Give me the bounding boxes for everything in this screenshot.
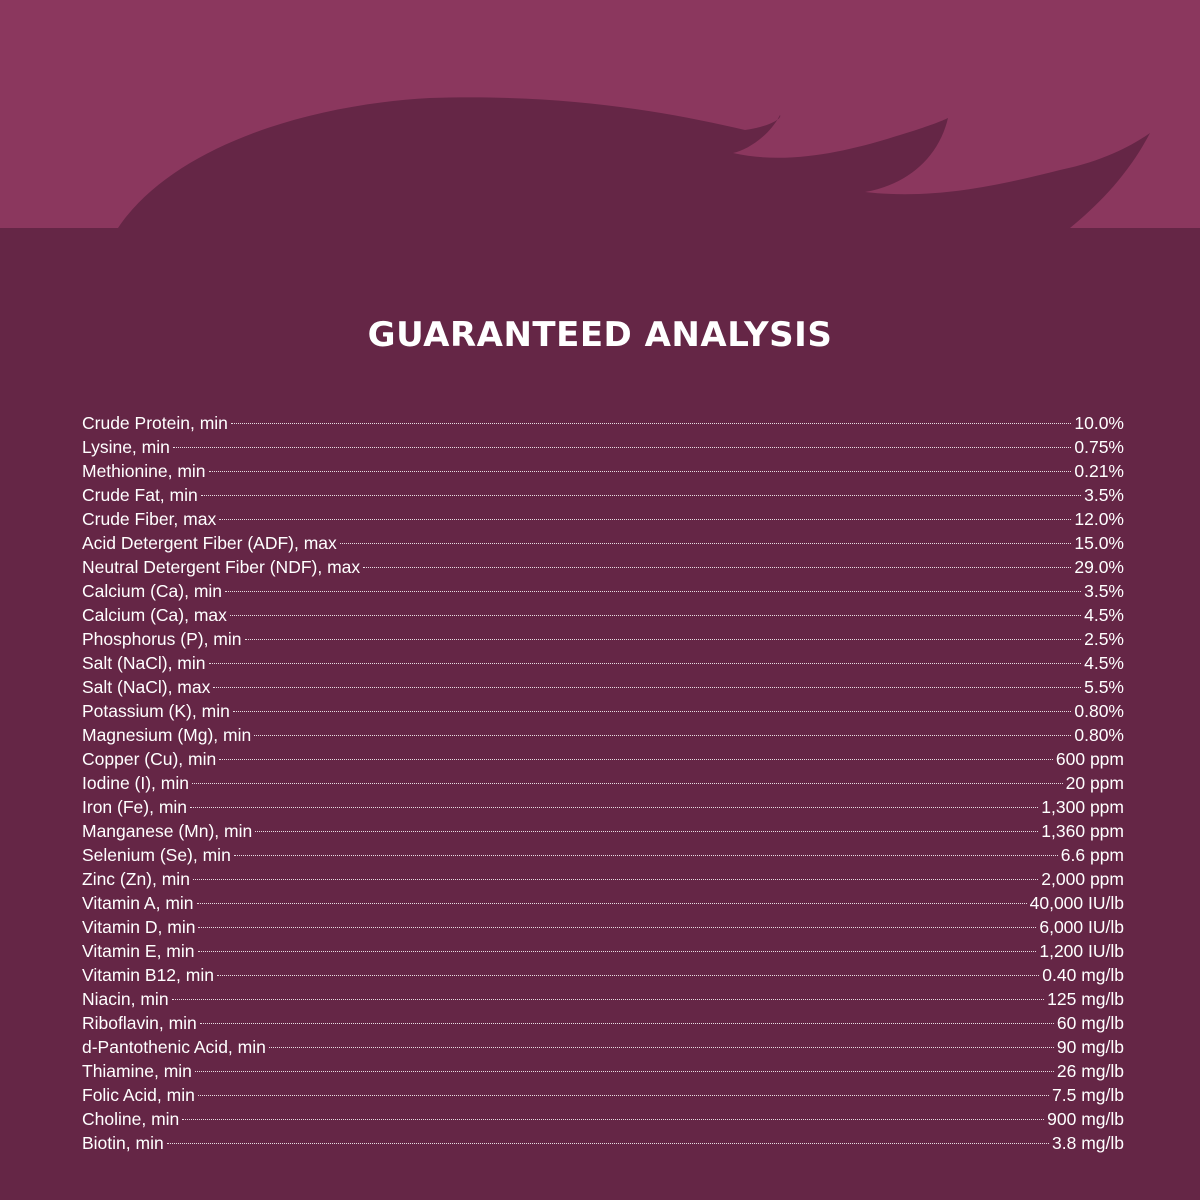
- nutrient-label: Neutral Detergent Fiber (NDF), max: [82, 557, 361, 577]
- dotted-leader: [213, 687, 1081, 688]
- nutrient-value: 1,300 ppm: [1041, 797, 1124, 817]
- nutrient-label: Copper (Cu), min: [82, 749, 217, 769]
- nutrient-label: Niacin, min: [82, 989, 169, 1009]
- nutrient-value: 7.5 mg/lb: [1052, 1085, 1124, 1105]
- nutrient-label: Potassium (K), min: [82, 701, 230, 721]
- nutrient-label: Biotin, min: [82, 1133, 164, 1153]
- analysis-row: [82, 579, 1124, 603]
- nutrient-value: 1,360 ppm: [1041, 821, 1124, 841]
- nutrient-value: 15.0%: [1074, 533, 1124, 553]
- dotted-leader: [254, 735, 1071, 736]
- analysis-row: [82, 795, 1124, 819]
- nutrient-value: 125 mg/lb: [1047, 989, 1124, 1009]
- dotted-leader: [245, 639, 1082, 640]
- nutrient-value: 26 mg/lb: [1056, 1061, 1124, 1081]
- analysis-row: [82, 555, 1124, 579]
- dotted-leader: [200, 1023, 1054, 1024]
- nutrient-label: Selenium (Se), min: [82, 845, 231, 865]
- nutrient-value: 20 ppm: [1065, 773, 1124, 793]
- analysis-row: [82, 435, 1124, 459]
- dotted-leader: [209, 663, 1082, 664]
- analysis-row: [82, 1131, 1124, 1155]
- analysis-row: [82, 507, 1124, 531]
- analysis-row: [82, 1083, 1124, 1107]
- nutrient-label: Vitamin E, min: [82, 941, 195, 961]
- dotted-leader: [173, 447, 1072, 448]
- page-title: GUARANTEED ANALYSIS: [367, 315, 833, 355]
- nutrient-value: 3.8 mg/lb: [1052, 1133, 1124, 1153]
- analysis-row: [82, 939, 1124, 963]
- analysis-row: [82, 843, 1124, 867]
- nutrient-label: Crude Fiber, max: [82, 509, 217, 529]
- dotted-leader: [363, 567, 1071, 568]
- analysis-row: [82, 747, 1124, 771]
- dotted-leader: [233, 711, 1072, 712]
- nutrient-value: 900 mg/lb: [1047, 1109, 1124, 1129]
- dotted-leader: [195, 1071, 1054, 1072]
- dotted-leader: [217, 975, 1039, 976]
- analysis-row: [82, 531, 1124, 555]
- nutrient-value: 10.0%: [1074, 413, 1124, 433]
- analysis-row: [82, 483, 1124, 507]
- nutrient-value: 3.5%: [1084, 581, 1124, 601]
- dotted-leader: [192, 783, 1063, 784]
- nutrient-label: Crude Protein, min: [82, 413, 228, 433]
- nutrient-label: Salt (NaCl), min: [82, 653, 206, 673]
- dotted-leader: [230, 615, 1081, 616]
- dotted-leader: [198, 951, 1037, 952]
- nutrient-label: Thiamine, min: [82, 1061, 192, 1081]
- nutrient-value: 0.40 mg/lb: [1042, 965, 1124, 985]
- nutrient-value: 4.5%: [1084, 605, 1124, 625]
- analysis-row: [82, 627, 1124, 651]
- analysis-row: [82, 699, 1124, 723]
- nutrient-value: 6,000 IU/lb: [1039, 917, 1124, 937]
- nutrient-value: 60 mg/lb: [1056, 1013, 1124, 1033]
- analysis-row: [82, 603, 1124, 627]
- nutrient-value: 0.80%: [1074, 701, 1124, 721]
- analysis-row: [82, 723, 1124, 747]
- dotted-leader: [167, 1143, 1049, 1144]
- nutrient-label: Zinc (Zn), min: [82, 869, 190, 889]
- guaranteed-analysis-list: [82, 411, 1124, 1155]
- nutrient-label: Manganese (Mn), min: [82, 821, 253, 841]
- dotted-leader: [182, 1119, 1044, 1120]
- nutrient-label: Methionine, min: [82, 461, 206, 481]
- nutrient-label: Salt (NaCl), max: [82, 677, 211, 697]
- header-band: [0, 0, 1200, 240]
- dotted-leader: [340, 543, 1072, 544]
- dotted-leader: [209, 471, 1072, 472]
- nutrient-label: Iodine (I), min: [82, 773, 189, 793]
- dotted-leader: [197, 903, 1027, 904]
- nutrient-label: Riboflavin, min: [82, 1013, 197, 1033]
- nutrient-label: Vitamin B12, min: [82, 965, 214, 985]
- nutrient-label: Crude Fat, min: [82, 485, 198, 505]
- nutrient-label: Lysine, min: [82, 437, 170, 457]
- nutrient-value: 3.5%: [1084, 485, 1124, 505]
- dotted-leader: [225, 591, 1081, 592]
- analysis-row: [82, 819, 1124, 843]
- nutrient-value: 12.0%: [1074, 509, 1124, 529]
- dotted-leader: [172, 999, 1045, 1000]
- analysis-row: [82, 651, 1124, 675]
- dotted-leader: [219, 759, 1053, 760]
- dotted-leader: [193, 879, 1038, 880]
- dotted-leader: [255, 831, 1038, 832]
- nutrient-value: 0.21%: [1074, 461, 1124, 481]
- nutrient-value: 2.5%: [1084, 629, 1124, 649]
- analysis-row: [82, 867, 1124, 891]
- dotted-leader: [231, 423, 1071, 424]
- dotted-leader: [269, 1047, 1054, 1048]
- nutrient-label: Magnesium (Mg), min: [82, 725, 252, 745]
- dotted-leader: [201, 495, 1081, 496]
- analysis-row: [82, 987, 1124, 1011]
- mane-decoration-graphic: [0, 0, 1200, 240]
- nutrient-label: Vitamin A, min: [82, 893, 194, 913]
- nutrient-value: 2,000 ppm: [1041, 869, 1124, 889]
- analysis-row: [82, 915, 1124, 939]
- nutrient-value: 29.0%: [1074, 557, 1124, 577]
- nutrient-value: 0.75%: [1074, 437, 1124, 457]
- nutrient-label: Vitamin D, min: [82, 917, 196, 937]
- dotted-leader: [219, 519, 1071, 520]
- analysis-row: [82, 459, 1124, 483]
- nutrient-value: 0.80%: [1074, 725, 1124, 745]
- nutrient-label: Folic Acid, min: [82, 1085, 195, 1105]
- nutrient-label: Calcium (Ca), max: [82, 605, 227, 625]
- analysis-row: [82, 1107, 1124, 1131]
- nutrient-value: 6.6 ppm: [1060, 845, 1124, 865]
- nutrient-label: Calcium (Ca), min: [82, 581, 223, 601]
- nutrient-label: d-Pantothenic Acid, min: [82, 1037, 266, 1057]
- dotted-leader: [198, 927, 1036, 928]
- analysis-row: [82, 1035, 1124, 1059]
- nutrient-value: 600 ppm: [1055, 749, 1124, 769]
- nutrient-value: 1,200 IU/lb: [1039, 941, 1124, 961]
- dotted-leader: [190, 807, 1038, 808]
- analysis-row: [82, 891, 1124, 915]
- analysis-row: [82, 675, 1124, 699]
- analysis-row: [82, 411, 1124, 435]
- nutrient-label: Iron (Fe), min: [82, 797, 188, 817]
- analysis-row: [82, 771, 1124, 795]
- nutrient-value: 5.5%: [1084, 677, 1124, 697]
- analysis-row: [82, 1011, 1124, 1035]
- nutrient-label: Phosphorus (P), min: [82, 629, 242, 649]
- dotted-leader: [234, 855, 1058, 856]
- analysis-row: [82, 1059, 1124, 1083]
- nutrient-value: 4.5%: [1084, 653, 1124, 673]
- nutrient-label: Acid Detergent Fiber (ADF), max: [82, 533, 337, 553]
- nutrient-label: Choline, min: [82, 1109, 180, 1129]
- analysis-row: [82, 963, 1124, 987]
- dotted-leader: [198, 1095, 1049, 1096]
- nutrient-value: 90 mg/lb: [1056, 1037, 1124, 1057]
- nutrient-value: 40,000 IU/lb: [1029, 893, 1124, 913]
